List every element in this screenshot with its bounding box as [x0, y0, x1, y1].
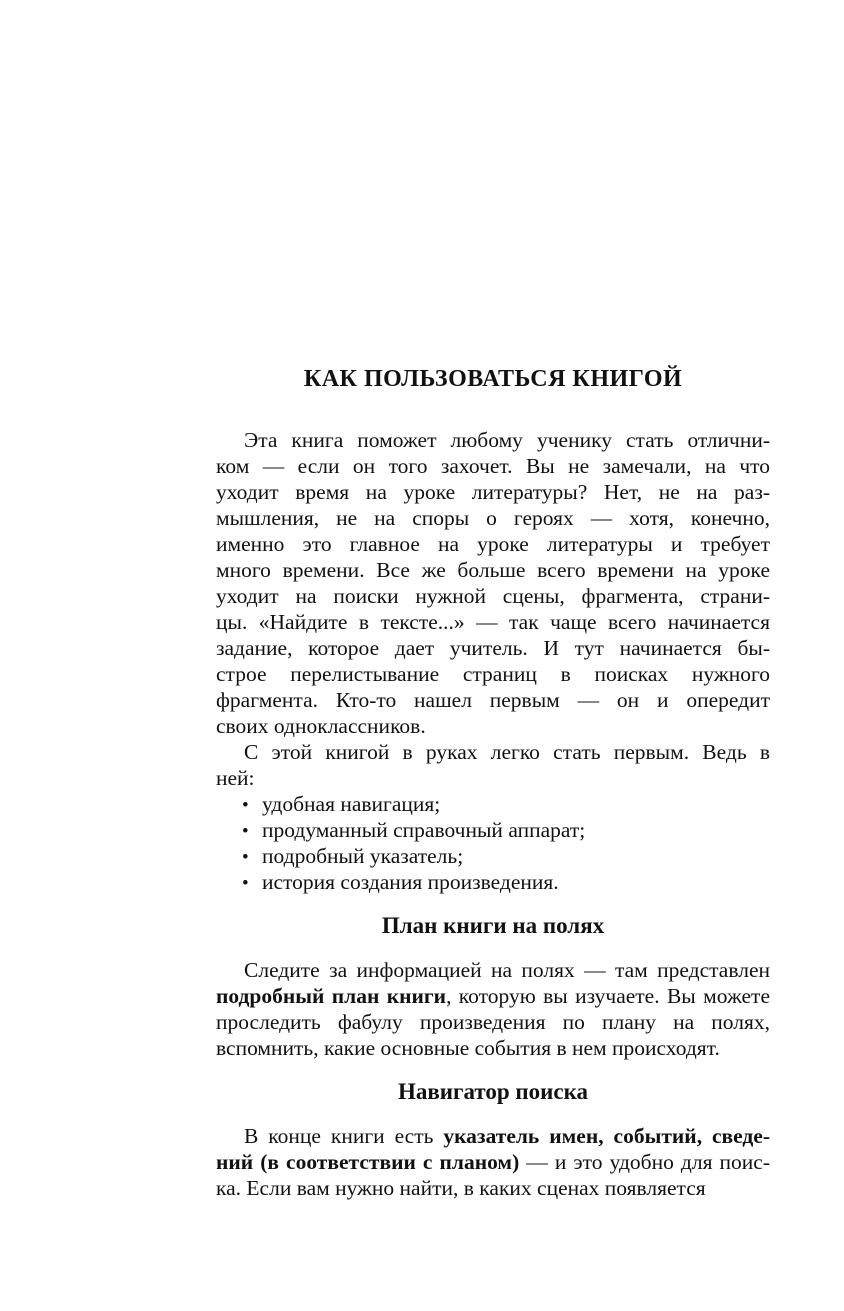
body-text-segment: В конце книги есть	[244, 1124, 444, 1148]
text-line	[216, 453, 770, 479]
body-text-segment: Следите за информацией на полях — там представлен	[244, 958, 770, 982]
bold-text: указатель имен, событий, сведе-	[443, 1124, 770, 1148]
body-text-segment: С этой книгой в руках легко стать первым. Ведь в	[244, 740, 770, 764]
text-line	[216, 635, 770, 661]
body-text-segment: строе перелистывание страниц в поисках нужного	[216, 662, 770, 686]
bullet-icon: •	[242, 795, 249, 816]
bullet-icon: •	[242, 847, 249, 868]
chapter-title: КАК ПОЛЬЗОВАТЬСЯ КНИГОЙ	[303, 366, 683, 392]
body-text-segment: задание, которое дает учитель. И тут начинается бы-	[216, 636, 770, 660]
body-text-segment: уходит время на уроке литературы? Нет, не на раз-	[216, 480, 770, 504]
text-block	[216, 366, 770, 1201]
bullet-item-label: продуманный справочный аппарат;	[262, 818, 586, 842]
text-line	[216, 557, 770, 583]
body-text-segment: ком — если он того захочет. Вы не замечали, на что	[216, 454, 770, 478]
bullet-item	[216, 843, 770, 869]
body-text-segment: ка. Если вам нужно найти, в каких сценах появляется	[216, 1176, 706, 1200]
text-line	[216, 1149, 770, 1175]
body-text-segment: цы. «Найдите в тексте...» — так чаще всего начинается	[216, 610, 770, 634]
text-line	[216, 661, 770, 687]
text-line	[216, 765, 770, 791]
text-line	[216, 983, 770, 1009]
bullet-item-label: история создания произведения.	[262, 870, 559, 894]
body-text	[216, 427, 770, 1201]
body-text-segment: вспомнить, какие основные события в нем происходят.	[216, 1036, 720, 1060]
text-line	[216, 713, 770, 739]
body-text-segment: уходит на поиски нужной сцены, фрагмента, страни-	[216, 584, 770, 608]
body-text-segment: проследить фабулу произведения по плану на полях,	[216, 1010, 770, 1034]
bullet-icon: •	[242, 873, 249, 894]
body-text-segment: ней:	[216, 766, 255, 790]
text-line	[216, 1009, 770, 1035]
paragraph	[216, 739, 770, 791]
text-line	[216, 1035, 770, 1061]
body-text-segment: своих одноклассников.	[216, 714, 426, 738]
bold-text: ний (в соответствии с планом)	[216, 1150, 520, 1174]
bullet-item	[216, 817, 770, 843]
paragraph	[216, 957, 770, 1061]
text-line	[216, 609, 770, 635]
text-line	[216, 505, 770, 531]
body-text-segment: фрагмента. Кто-то нашел первым — он и опередит	[216, 688, 770, 712]
text-line	[216, 957, 770, 983]
section-heading: Навигатор поиска	[397, 1079, 589, 1104]
text-line	[216, 583, 770, 609]
body-text-segment: , которую вы изучаете. Вы можете	[446, 984, 770, 1008]
text-line	[216, 739, 770, 765]
bullet-item-label: удобная навигация;	[262, 792, 441, 816]
body-text-segment: именно это главное на уроке литературы и требует	[216, 532, 770, 556]
body-text-segment: — и это удобно для поис-	[519, 1150, 770, 1174]
body-text-segment: много времени. Все же больше всего времени на уроке	[216, 558, 770, 582]
text-line	[216, 479, 770, 505]
paragraph	[216, 1123, 770, 1201]
text-line	[216, 531, 770, 557]
text-line	[216, 1123, 770, 1149]
bullet-item	[216, 791, 770, 817]
bullet-icon: •	[242, 821, 249, 842]
text-line	[216, 687, 770, 713]
body-text-segment: мышления, не на споры о героях — хотя, конечно,	[216, 506, 770, 530]
body-text-segment: Эта книга поможет любому ученику стать отлични-	[244, 428, 770, 452]
bullet-list	[216, 791, 770, 895]
bullet-item	[216, 869, 770, 895]
bullet-item-label: подробный указатель;	[262, 844, 464, 868]
bold-text: подробный план книги	[216, 984, 447, 1008]
paragraph	[216, 427, 770, 739]
text-line	[216, 1175, 770, 1201]
section-heading: План книги на полях	[381, 913, 605, 938]
text-line	[216, 427, 770, 453]
